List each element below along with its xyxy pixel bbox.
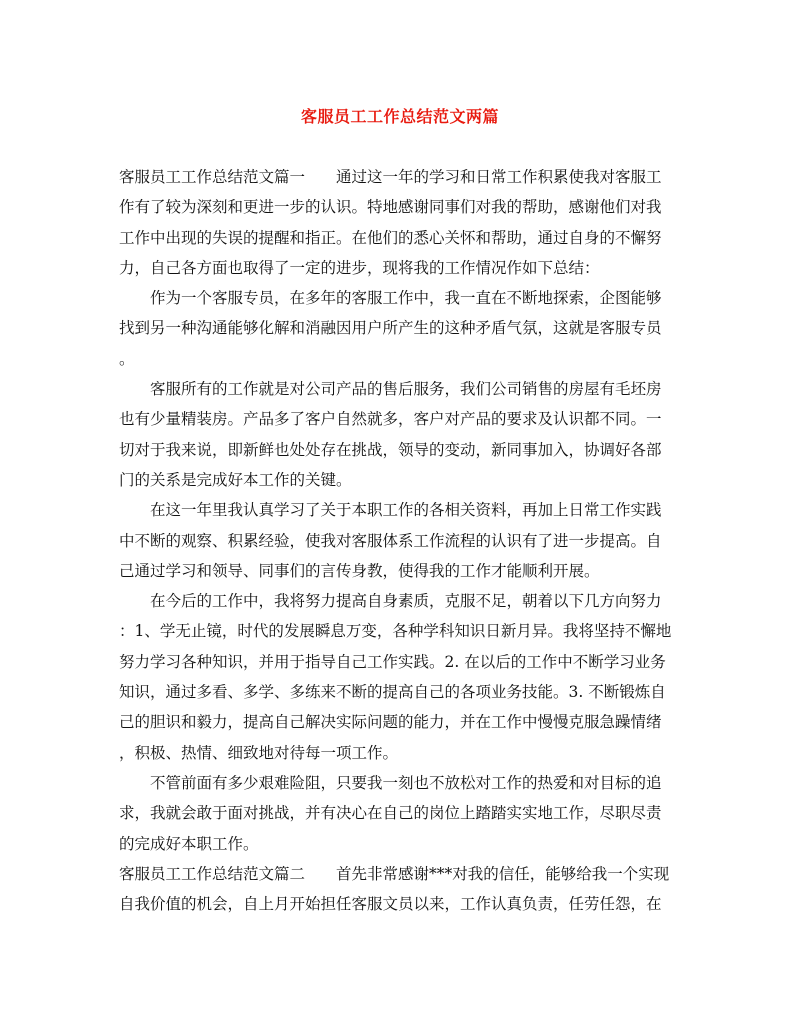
- text-line: 作为一个客服专员，在多年的客服工作中，我一直在不断地探索，企图能够: [150, 289, 662, 308]
- text-line: 中不断的观察、积累经验，使我对客服体系工作流程的认识有了进一步提高。自: [119, 531, 662, 550]
- text-line: 力，自己各方面也取得了一定的进步，现将我的工作情况作如下总结：: [119, 258, 600, 277]
- text-line: 在这一年里我认真学习了关于本职工作的各相关资料，再加上日常工作实践: [150, 501, 662, 520]
- text-line: 己通过学习和领导、同事们的言传身教，使得我的工作才能顺利开展。: [119, 561, 600, 580]
- text-line: 在今后的工作中，我将努力提高自身素质，克服不足，朝着以下几方向努力: [150, 592, 662, 611]
- text-line: 也有少量精装房。产品多了客户自然就多，客户对产品的要求及认识都不同。一: [119, 410, 662, 429]
- document-body: [119, 162, 675, 919]
- text-line: 自我价值的机会，自上月开始担任客服文员以来，工作认真负责，任劳任怨，在: [119, 895, 662, 914]
- text-line: 不管前面有多少艰难险阻，只要我一刻也不放松对工作的热爱和对目标的追: [150, 773, 662, 792]
- text-line: 切对于我来说，即新鲜也处处存在挑战，领导的变动，新同事加入，协调好各部: [119, 440, 662, 459]
- text-line: 求，我就会敢于面对挑战，并有决心在自己的岗位上踏踏实实地工作，尽职尽责: [119, 804, 662, 823]
- text-line: 作有了较为深刻和更进一步的认识。特地感谢同事们对我的帮助，感谢他们对我: [119, 198, 662, 217]
- text-line: 门的关系是完成好本工作的关键。: [119, 470, 352, 489]
- text-line: 客服员工工作总结范文篇二 首先非常感谢***对我的信任，能够给我一个实现: [119, 864, 670, 883]
- text-line: 客服所有的工作就是对公司产品的售后服务，我们公司销售的房屋有毛坯房: [150, 380, 662, 399]
- text-line: ，积极、热情、细致地对待每一项工作。: [119, 743, 399, 762]
- text-line: 客服员工工作总结范文篇一 通过这一年的学习和日常工作积累使我对客服工: [119, 168, 662, 186]
- text-line: 的完成好本职工作。: [119, 834, 259, 853]
- document-title: 客服员工工作总结范文两篇: [300, 107, 499, 126]
- text-line: 找到另一种沟通能够化解和消融因用户所产生的这种矛盾气氛，这就是客服专员: [119, 319, 662, 338]
- text-line: 己的胆识和毅力，提高自己解决实际问题的能力，并在工作中慢慢克服急躁情绪: [119, 713, 662, 732]
- text-line: ：1、学无止镜，时代的发展瞬息万变，各种学科知识日新月异。我将坚持不懈地: [119, 622, 672, 641]
- text-line: 努力学习各种知识，并用于指导自己工作实践。2. 在以后的工作中不断学习业务: [119, 652, 666, 671]
- text-line: 。: [119, 349, 135, 368]
- text-line: 知识，通过多看、多学、多练来不断的提高自己的各项业务技能。3. 不断锻炼自: [119, 683, 666, 702]
- text-line: 工作中出现的失误的提醒和指正。在他们的悉心关怀和帮助，通过自身的不懈努: [119, 228, 662, 247]
